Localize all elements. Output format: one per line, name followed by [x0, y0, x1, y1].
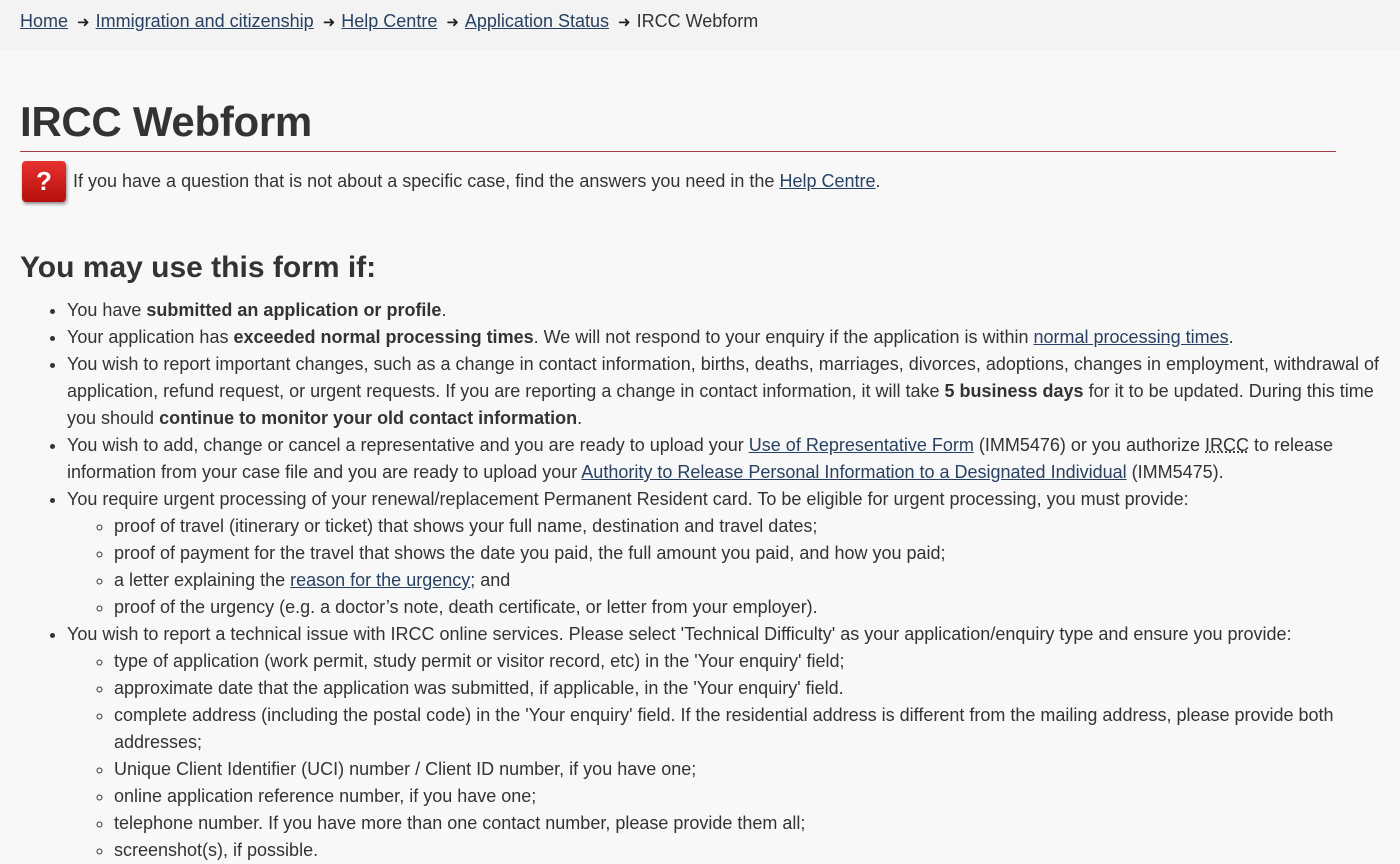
arrow-right-icon: ➜: [77, 14, 90, 31]
list-item-text: You have: [67, 300, 147, 320]
sub-list-item: ◦ approximate date that the application was submitted, if applicable, in the 'Your enquiry' field.: [114, 675, 1380, 702]
sub-list-item: [114, 567, 1380, 594]
question-mark-icon: ?: [22, 161, 66, 202]
notice-text: [73, 160, 881, 202]
list-item-text: ; and: [470, 570, 511, 590]
list-item-text: .: [1228, 327, 1234, 347]
list-item: [67, 486, 1380, 621]
use-of-representative-form-link[interactable]: Use of Representative Form: [748, 435, 974, 455]
list-item-text: Your application has: [67, 327, 234, 347]
title-divider: [20, 151, 1336, 152]
breadcrumb-link-home[interactable]: Home: [20, 11, 69, 31]
list-item-emphasis: continue to monitor your old contact information: [159, 408, 578, 428]
urgent-requirements-list: [67, 513, 1380, 621]
sub-list-item: ◦ online application reference number, if you have one;: [114, 783, 1380, 810]
arrow-right-icon: ➜: [322, 14, 336, 31]
list-item: [67, 432, 1380, 486]
list-item: [67, 297, 1380, 324]
list-item-emphasis: exceeded normal processing times: [233, 327, 534, 347]
technical-issue-list: [67, 648, 1380, 864]
breadcrumb-link-application-status[interactable]: Application Status: [464, 11, 609, 31]
sub-list-item: ◦ proof of travel (itinerary or ticket) that shows your full name, destination and travel dates;: [114, 513, 1380, 540]
normal-processing-times-link[interactable]: normal processing times: [1033, 327, 1229, 347]
help-centre-link[interactable]: Help Centre: [779, 171, 876, 191]
list-item-text: You require urgent processing of your renewal/replacement Permanent Resident card. To be eligible for urgent processing, you must provide:: [67, 489, 1189, 509]
notice-text-after: .: [875, 171, 881, 191]
help-notice: [20, 160, 1380, 205]
reason-for-urgency-link[interactable]: reason for the urgency: [290, 570, 471, 590]
list-item-text: (IMM5475).: [1126, 462, 1224, 482]
list-item-text: . We will not respond to your enquiry if the application is within: [533, 327, 1034, 347]
breadcrumb: [0, 0, 1400, 50]
list-item: [67, 621, 1380, 864]
list-item-text: a letter explaining the: [114, 570, 291, 590]
notice-text-before: If you have a question that is not about a specific case, find the answers you need in the: [73, 171, 780, 191]
breadcrumb-link-help-centre[interactable]: Help Centre: [341, 11, 438, 31]
list-item-emphasis: 5 business days: [944, 381, 1084, 401]
list-item-text: to release information from your case file and you are ready to upload your: [67, 435, 1334, 482]
list-item: [67, 324, 1380, 351]
sub-list-item: ◦ telephone number. If you have more than one contact number, please provide them all;: [114, 810, 1380, 837]
sub-list-item: ◦ proof of the urgency (e.g. a doctor’s note, death certificate, or letter from your employer).: [114, 594, 1380, 621]
authority-to-release-link[interactable]: Authority to Release Personal Information to a Designated Individual: [581, 462, 1127, 482]
section-title: You may use this form if:: [20, 251, 377, 284]
list-item: [67, 351, 1380, 432]
conditions-list: [20, 297, 1380, 864]
arrow-right-icon: ➜: [446, 14, 459, 31]
sub-list-item: ◦ complete address (including the postal code) in the 'Your enquiry' field. If the residential address is different from the mailing address, please provide both addresses;: [114, 702, 1380, 756]
sub-list-item: ◦ Unique Client Identifier (UCI) number / Client ID number, if you have one;: [114, 756, 1380, 783]
list-item-text: .: [441, 300, 447, 320]
sub-list-item: ◦ proof of payment for the travel that shows the date you paid, the full amount you paid, and how you paid;: [114, 540, 1380, 567]
ircc-abbreviation: IRCC: [1205, 435, 1249, 455]
list-item-text: You wish to report important changes, such as a change in contact information, births, deaths, marriages, divorces, adoptions, changes in employment, withdrawal of application, refund request, or urgent requests. If you are reporting a change in contact information, it will take: [67, 354, 1380, 401]
list-item-text: (IMM5476) or you authorize: [973, 435, 1205, 455]
list-item-text: You wish to report a technical issue with IRCC online services. Please select 'Technical Difficulty' as your application/enquiry type and ensure you provide:: [67, 624, 1292, 644]
breadcrumb-current: IRCC Webform: [636, 11, 759, 31]
breadcrumb-link-immigration[interactable]: Immigration and citizenship: [95, 11, 314, 31]
arrow-right-icon: ➜: [618, 14, 631, 31]
list-item-emphasis: submitted an application or profile: [146, 300, 442, 320]
page-title: IRCC Webform: [20, 98, 312, 145]
list-item-text: You wish to add, change or cancel a representative and you are ready to upload your: [67, 435, 749, 455]
sub-list-item: ◦ screenshot(s), if possible.: [114, 837, 1380, 864]
list-item-text: .: [577, 408, 583, 428]
sub-list-item: ◦ type of application (work permit, study permit or visitor record, etc) in the 'Your enquiry' field;: [114, 648, 1380, 675]
main-content: [0, 99, 1400, 864]
list-item-text: for it to be updated. During this time you should: [67, 381, 1374, 428]
